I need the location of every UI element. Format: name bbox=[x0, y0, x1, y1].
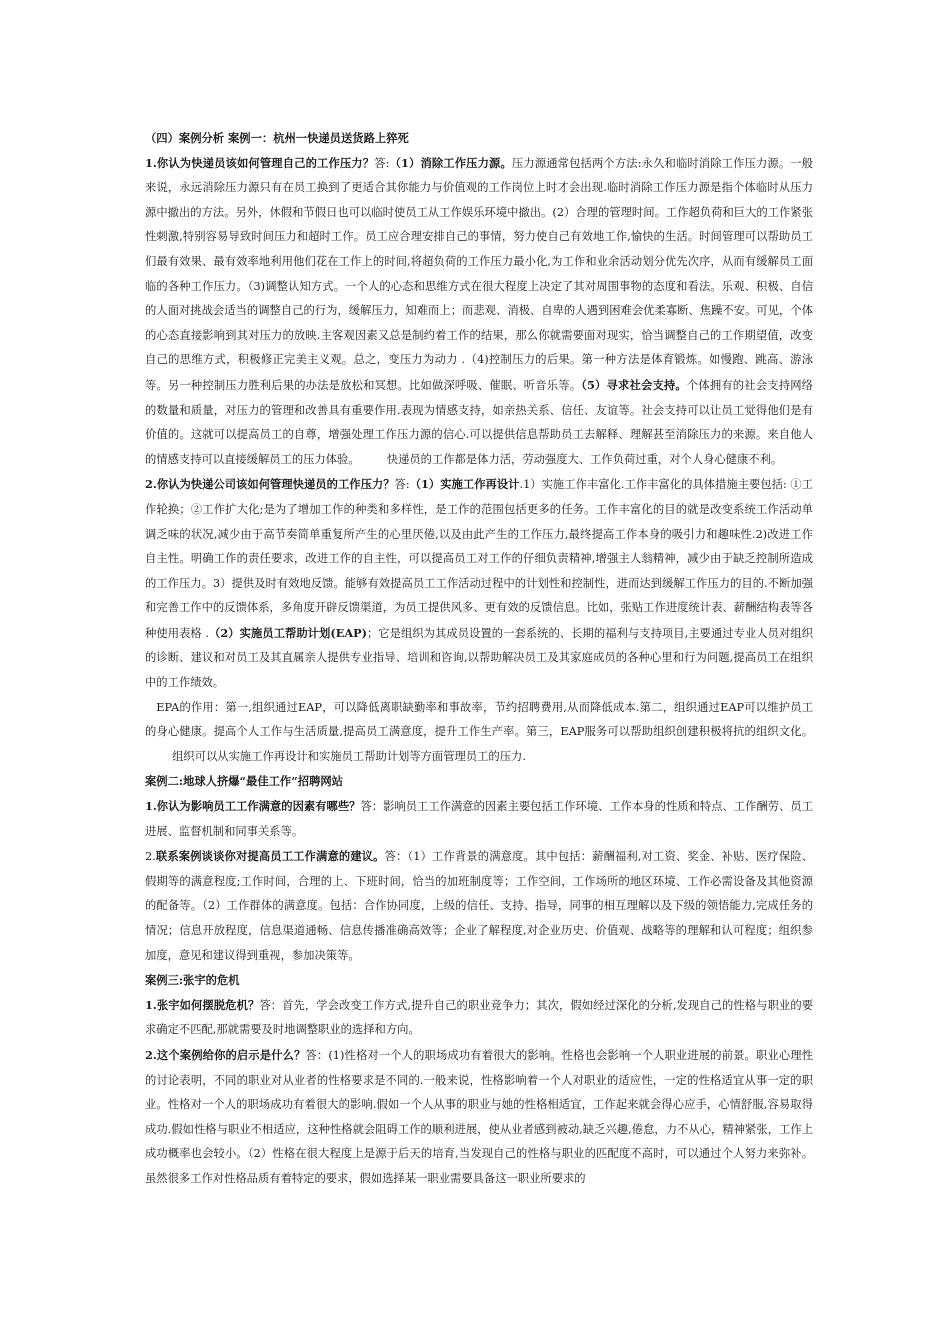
case1-epa-tail: 组织可以从实施工作再设计和实施员工帮助计划等方面管理员工的压力. bbox=[172, 749, 526, 763]
case1-q1-answer-prefix: 答: bbox=[374, 156, 390, 170]
case1-q2-point2-heading: （2）实施员工帮助计划(EAP) bbox=[208, 625, 367, 640]
case1-q2-point2-text: ；它是组织为其成员设置的一套系统的、长期的福利与支持项目,主要通过专业人员对组织的诊断、建议和对员工及其直属亲人提供专业指导、培训和咨询,以帮助解决员工及其家庭成员的各种心里和行为问题,提高员工在组织中的工作绩效。 bbox=[145, 626, 814, 690]
case3-q1-paragraph bbox=[145, 993, 813, 1043]
case3-q2-answer: 答：(1)性格对一个人的职场成功有着很大的影响。性格也会影响一个人职业进展的前景。职业心理性的讨论表明，不同的职业对从业者的性格要求是不同的.一般来说，性格影响着一个人对职业的适应性，一定的性格适宜从事一定的职业。性格对一个人的职场成功有着很大的影响.假如一个人从事的职业与她的性格相适宜，工作起来就会得心应手，心情舒服,容易取得成功.假如性格与职业不相适应，这种性格就会阻碍工作的顺利进展，使从业者感到被动,缺乏兴趣,倦怠，力不从心，精神紧张，工作上成功概率也会较小。（2）性格在很大程度上是源于后天的培育,当发现自己的性格与职业的匹配度不高时，可以通过个人努力来弥补。虽然很多工作对性格品质有着特定的要求，假如选择某一职业需要具备这一职业所要求的 bbox=[145, 1048, 813, 1185]
case2-q1-answer: 答：影响员工工作满意的因素主要包括工作环境、工作本身的性质和特点、工作酬劳、员工进展、监督机制和同事关系等。 bbox=[145, 800, 813, 838]
case1-epa-text: EPA的作用：第一,组织通过EAP，可以降低离职缺勤率和事故率，节约招聘费用,从而降低成本.第二，组织通过EAP可以维护员工的身心健康。提高个人工作与生活质量,提高员工满意度，提升工作生产率。第三，EAP服务可以帮助组织创建积极将抗的组织文化。 bbox=[145, 700, 813, 739]
case2-q2-paragraph bbox=[145, 844, 813, 968]
case2-title: 案例二:地球人挤爆“最佳工作”招聘网站 bbox=[145, 774, 343, 789]
case1-q2-paragraph bbox=[145, 472, 813, 695]
case1-q1-point1-heading: （1）消除工作压力源。 bbox=[389, 155, 512, 170]
case3-q2-paragraph bbox=[145, 1043, 813, 1192]
case2-q2-number: 2. bbox=[145, 850, 156, 864]
case1-q1-question: 1.你认为快递员该如何管理自己的工作压力？ bbox=[145, 155, 375, 170]
case3-q1-answer: 答：首先，学会改变工作方式,提升自己的职业竞争力；其次，假如经过深化的分析,发现自己的性格与职业的要求确定不匹配,那就需要及时地调整职业的选择和方向。 bbox=[145, 998, 814, 1037]
case2-q1-paragraph bbox=[145, 794, 813, 844]
case1-q1-point1-text: 压力源通常包括两个方法:永久和临时消除工作压力源。一般来说，永远消除压力源只有在员工换到了更适合其你能力与价值观的工作岗位上时才会出现.临时消除工作压力源是指个体临时从压力源中撤出的方法。另外，休假和节假日也可以临时使员工从工作娱乐环境中撤出。(2）合理的管理时间。工作超负荷和巨大的工作紧张性刺激,特别容易导致时间压力和超时工作。员工应合理安排自己的事情，努力使自己有效地工作,愉快的生活。时间管理可以帮助员工们最有效果、最有效率地利用他们花在工作上的时间,将超负荷的工作压力最小化,为工作和业余活动划分优先次序，从而有缓解员工面临的各种工作压力。（3)调整认知方式。一个人的心态和思维方式在很大程度上决定了其对周围事物的态度和看法。乐观、积极、自信的人面对挑战会适当的调整自己的行为，缓解压力，知难而上；而悲观、消极、自卑的人遇到困难会优柔寡断、焦躁不安。可见，个体的心态直接影响到其对压力的放映.主客观因素又总是制约着工作的结果，那么你就需要面对现实，恰当调整自己的工作期望值，改变自己的思维方式，积极修正完美主义观。总之，变压力为动力 .（4)控制压力的后果。第一种方法是体育锻炼。如慢跑、跳高、游泳等。另一种控制压力胜利后果的办法是放松和冥想。比如做深呼吸、催眠、听音乐等。 bbox=[145, 156, 814, 392]
case1-q1-point5-heading: （5）寻求社会支持。 bbox=[581, 377, 687, 392]
case2-q2-question: 联系案例谈谈你对提高员工工作满意的建议。 bbox=[155, 849, 385, 864]
case1-q2-answer-prefix: 答: bbox=[394, 478, 410, 492]
case1-q1-tail: 快递员的工作都是体力活，劳动强度大、工作负荷过重，对个人身心健康不利。 bbox=[386, 452, 783, 466]
document-page bbox=[145, 126, 813, 1192]
case1-q1-paragraph bbox=[145, 151, 813, 473]
case1-q2-question: 2.你认为快递公司该如何管理快递员的工作压力？ bbox=[145, 477, 395, 492]
case3-q2-question: 2.这个案例给你的启示是什么？ bbox=[145, 1047, 306, 1062]
case1-q1-point5-text: 个体拥有的社会支持网络的数量和质量，对压力的管理和改善具有重要作用.表现为情感支持，如亲热关系、信任、友谊等。社会支持可以让员工觉得他们是有价值的。这就可以提高员工的自尊，增强处理工作压力源的信心.可以提供信息帮助员工去解释、理解甚至消除压力的来源。来自他人的情感支持可以直接缓解员工的压力体验。 bbox=[145, 378, 813, 466]
case1-q2-point1-text: .1）实施工作丰富化.工作丰富化的具体措施主要包括: ①工作轮换；②工作扩大化;是为了增加工作的种类和多样性，是工作的范围包括更多的任务。工作丰富化的目的就是改变系统工作活动单调乏味的状况,减少由于高节奏简单重复所产生的心里厌倦,以及由此产生的工作压力,最终提高工作本身的吸引力和趣味性.2)改进工作自主性。明确工作的责任要求，改进工作的自主性，可以提高员工对工作的仔细负责精神,增强主人翁精神，减少由于缺乏控制所造成的工作压力。3）提供及时有效地反馈。能够有效提高员工工作活动过程中的计划性和控制性，进而达到缓解工作压力的目的.不断加强和完善工作中的反馈体系，多角度开辟反馈渠道，为员工提供风多、更有效的反馈信息。比如，张贴工作进度统计表、薪酬结构表等各种使用表格 . bbox=[145, 478, 813, 640]
case1-epa-paragraph bbox=[145, 696, 813, 770]
case2-q2-answer: 答：（1）工作背景的满意度。其中包括：薪酬福利,对工资、奖金、补贴、医疗保险、假期等的满意程度;工作时间，合理的上、下班时间，恰当的加班制度等；工作空间，工作场所的地区环境、工作必需设备及其他资源的配备等。（2）工作群体的满意度。包括：合作协同度，上级的信任、支持、指导，同事的相互理解以及下级的领悟能力,完成任务的情况；信息开放程度，信息渠道通畅、信息传播准确高效等；企业了解程度,对企业历史、价值观、战略等的理解和认可程度；组织参加度，意见和建议得到重视，参加决策等。 bbox=[145, 850, 813, 962]
case1-q2-point1-heading: （1）实施工作再设计 bbox=[409, 477, 520, 492]
case3-q1-question: 1.张宇如何摆脱危机？ bbox=[145, 997, 260, 1012]
case2-q1-question: 1.你认为影响员工工作满意的因素有哪些？ bbox=[145, 799, 361, 814]
section-title: （四）案例分析 案例一：杭州一快递员送货路上猝死 bbox=[145, 131, 409, 145]
case3-title: 案例三:张宇的危机 bbox=[145, 973, 240, 988]
